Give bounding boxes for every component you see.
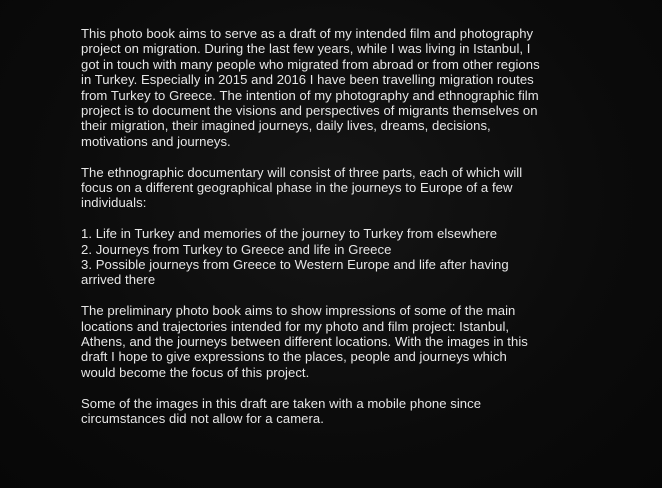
- list-item-text: 3. Possible journeys from Greece to Western Europe and life after having: [81, 257, 509, 273]
- text-line: project is to document the visions and perspectives of migrants themselves on: [81, 103, 538, 119]
- text-line: focus on a different geographical phase in the journeys to Europe of a few: [81, 180, 513, 196]
- intro-paragraph: [81, 26, 621, 149]
- text-line: their migration, their imagined journeys, daily lives, dreams, decisions,: [81, 118, 491, 134]
- text-line: motivations and journeys.: [81, 133, 231, 149]
- text-line: in Turkey. Especially in 2015 and 2016 I have been travelling migration routes: [81, 72, 534, 88]
- text-line: from Turkey to Greece. The intention of my photography and ethnographic film: [81, 87, 539, 103]
- parts-list: [81, 226, 621, 288]
- list-item-text: 1. Life in Turkey and memories of the journey to Turkey from elsewhere: [81, 226, 498, 242]
- text-line: draft I hope to give expressions to the places, people and journeys which: [81, 349, 507, 365]
- text-line: Some of the images in this draft are taken with a mobile phone since: [81, 395, 482, 411]
- document-body: [81, 26, 621, 442]
- text-line: The ethnographic documentary will consist of three parts, each of which will: [81, 164, 523, 180]
- text-line: Athens, and the journeys between different locations. With the images in this: [81, 334, 528, 350]
- text-line: The preliminary photo book aims to show impressions of some of the main: [81, 303, 516, 319]
- aims-paragraph: [81, 303, 621, 380]
- note-paragraph: [81, 396, 621, 427]
- structure-paragraph: [81, 165, 621, 211]
- list-item-text: 2. Journeys from Turkey to Greece and life in Greece: [81, 241, 392, 257]
- list-item: [81, 257, 621, 288]
- text-line: got in touch with many people who migrated from abroad or from other regions: [81, 56, 540, 72]
- text-line: would become the focus of this project.: [81, 364, 310, 380]
- list-item-text: arrived there: [81, 272, 156, 288]
- list-item: [81, 226, 621, 241]
- list-item: [81, 242, 621, 257]
- text-line: locations and trajectories intended for my photo and film project: Istanbul,: [81, 318, 510, 334]
- text-line: project on migration. During the last few years, while I was living in Istanbul, I: [81, 41, 531, 57]
- text-line: individuals:: [81, 195, 147, 211]
- text-line: This photo book aims to serve as a draft of my intended film and photography: [81, 26, 534, 41]
- text-line: circumstances did not allow for a camera.: [81, 411, 324, 427]
